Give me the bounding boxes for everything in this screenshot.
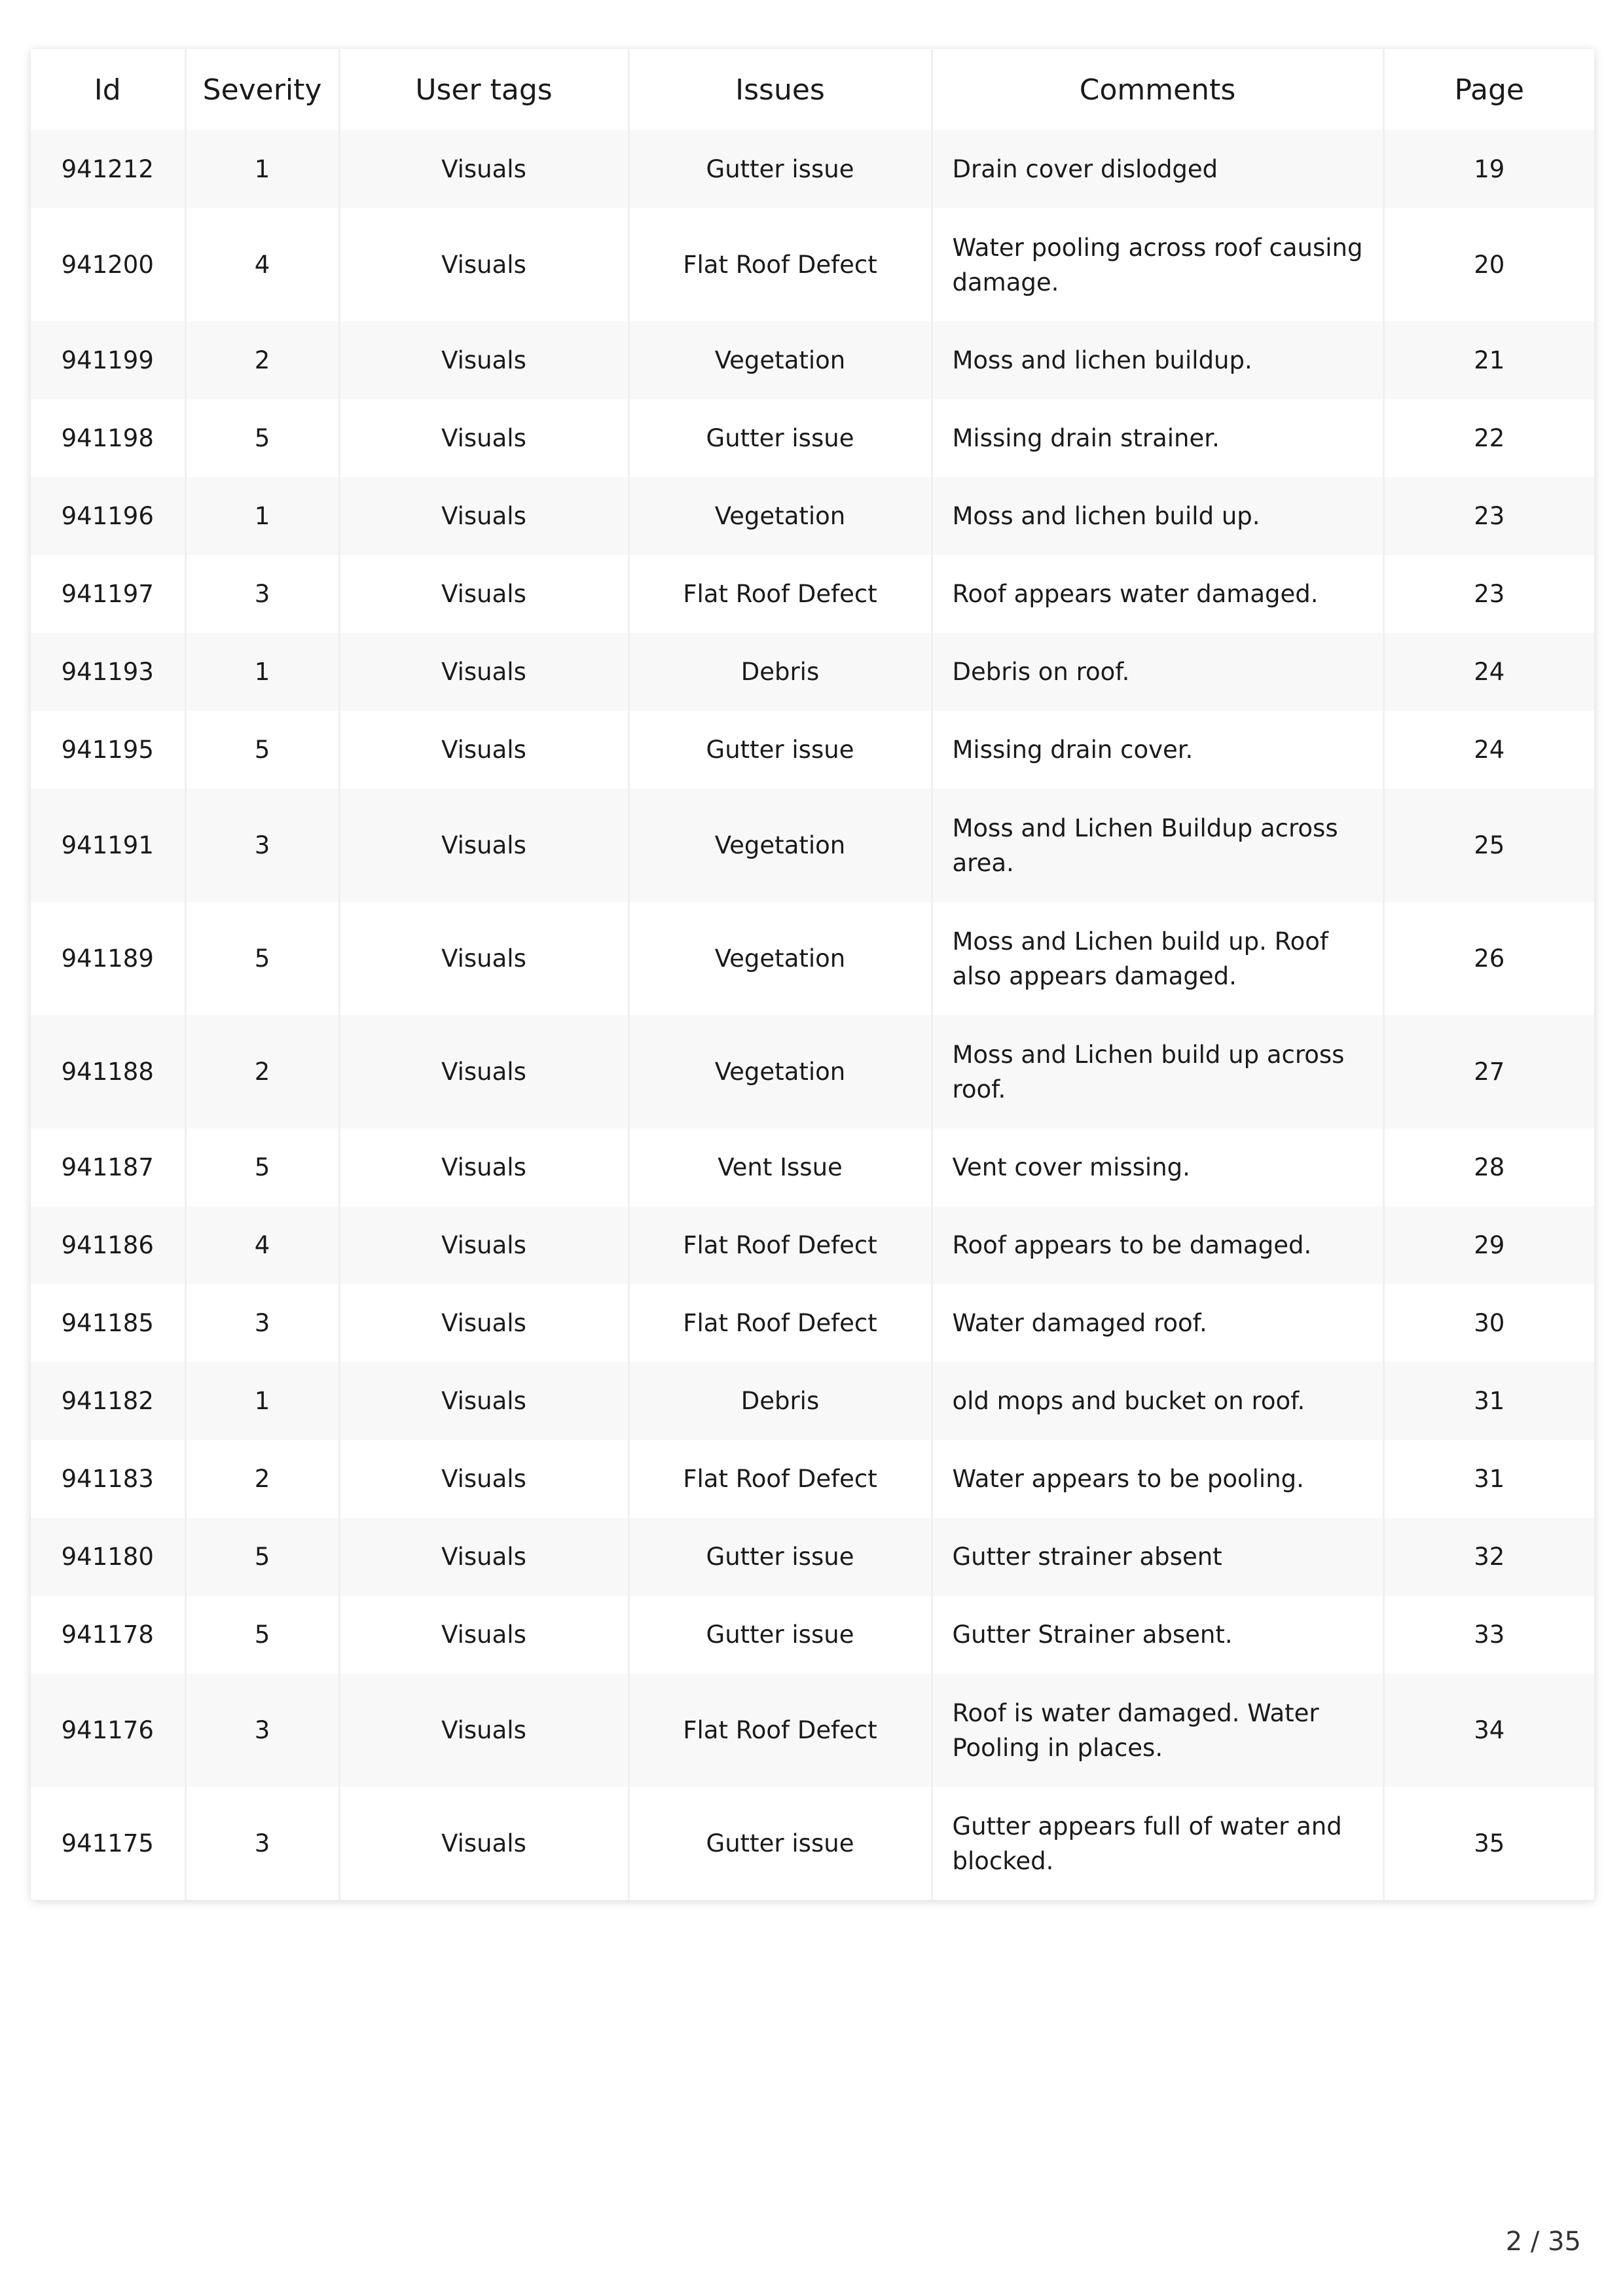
cell-severity: 5	[185, 902, 339, 1015]
cell-id: 941188	[31, 1015, 185, 1128]
cell-severity: 5	[185, 1518, 339, 1596]
table-row	[31, 1596, 1594, 1674]
cell-id: 941200	[31, 208, 185, 321]
cell-user-tags: Visuals	[339, 1518, 629, 1596]
cell-severity: 4	[185, 1206, 339, 1284]
cell-page: 21	[1383, 321, 1594, 399]
cell-issue: Vent Issue	[629, 1128, 932, 1206]
cell-page: 25	[1383, 789, 1594, 902]
cell-severity: 2	[185, 1015, 339, 1128]
cell-issue: Debris	[629, 633, 932, 711]
cell-severity: 1	[185, 633, 339, 711]
cell-page: 26	[1383, 902, 1594, 1015]
cell-issue: Gutter issue	[629, 711, 932, 789]
cell-id: 941191	[31, 789, 185, 902]
cell-severity: 4	[185, 208, 339, 321]
header-severity: Severity	[185, 49, 339, 130]
cell-user-tags: Visuals	[339, 130, 629, 208]
cell-id: 941212	[31, 130, 185, 208]
cell-severity: 3	[185, 1674, 339, 1787]
cell-user-tags: Visuals	[339, 789, 629, 902]
cell-issue: Flat Roof Defect	[629, 1440, 932, 1518]
cell-id: 941182	[31, 1362, 185, 1440]
cell-id: 941196	[31, 477, 185, 555]
cell-severity: 1	[185, 1362, 339, 1440]
cell-comment: Moss and Lichen build up. Roof also appears damaged.	[932, 902, 1383, 1015]
cell-severity: 3	[185, 555, 339, 633]
cell-comment: Gutter appears full of water and blocked.	[932, 1787, 1383, 1900]
table-row	[31, 208, 1594, 321]
cell-severity: 3	[185, 1787, 339, 1900]
table-row	[31, 1518, 1594, 1596]
cell-comment: Gutter strainer absent	[932, 1518, 1383, 1596]
issues-table-card	[31, 49, 1594, 1900]
cell-page: 34	[1383, 1674, 1594, 1787]
cell-comment: Debris on roof.	[932, 633, 1383, 711]
cell-issue: Vegetation	[629, 902, 932, 1015]
cell-comment: Moss and Lichen build up across roof.	[932, 1015, 1383, 1128]
table-row	[31, 1284, 1594, 1362]
cell-severity: 5	[185, 1596, 339, 1674]
cell-issue: Vegetation	[629, 789, 932, 902]
header-id: Id	[31, 49, 185, 130]
cell-comment: Vent cover missing.	[932, 1128, 1383, 1206]
cell-severity: 2	[185, 1440, 339, 1518]
cell-id: 941198	[31, 399, 185, 477]
header-page: Page	[1383, 49, 1594, 130]
cell-issue: Flat Roof Defect	[629, 208, 932, 321]
header-comments: Comments	[932, 49, 1383, 130]
cell-id: 941189	[31, 902, 185, 1015]
cell-issue: Vegetation	[629, 1015, 932, 1128]
cell-page: 24	[1383, 633, 1594, 711]
table-row	[31, 399, 1594, 477]
cell-severity: 2	[185, 321, 339, 399]
table-row	[31, 902, 1594, 1015]
cell-comment: Drain cover dislodged	[932, 130, 1383, 208]
cell-severity: 3	[185, 1284, 339, 1362]
cell-severity: 5	[185, 711, 339, 789]
cell-user-tags: Visuals	[339, 902, 629, 1015]
cell-page: 29	[1383, 1206, 1594, 1284]
cell-user-tags: Visuals	[339, 208, 629, 321]
cell-id: 941176	[31, 1674, 185, 1787]
cell-comment: Gutter Strainer absent.	[932, 1596, 1383, 1674]
cell-user-tags: Visuals	[339, 1440, 629, 1518]
table-body	[31, 130, 1594, 1900]
cell-comment: Water damaged roof.	[932, 1284, 1383, 1362]
cell-page: 24	[1383, 711, 1594, 789]
cell-comment: Missing drain cover.	[932, 711, 1383, 789]
table-row	[31, 1440, 1594, 1518]
cell-comment: Roof appears to be damaged.	[932, 1206, 1383, 1284]
table-header	[31, 49, 1594, 130]
cell-severity: 3	[185, 789, 339, 902]
cell-page: 19	[1383, 130, 1594, 208]
issues-table	[31, 49, 1594, 1900]
cell-page: 20	[1383, 208, 1594, 321]
table-row	[31, 633, 1594, 711]
cell-id: 941178	[31, 1596, 185, 1674]
cell-page: 23	[1383, 477, 1594, 555]
cell-id: 941180	[31, 1518, 185, 1596]
cell-severity: 1	[185, 477, 339, 555]
cell-comment: Moss and Lichen Buildup across area.	[932, 789, 1383, 902]
cell-page: 31	[1383, 1362, 1594, 1440]
table-row	[31, 1362, 1594, 1440]
cell-issue: Gutter issue	[629, 399, 932, 477]
cell-user-tags: Visuals	[339, 1596, 629, 1674]
table-row	[31, 711, 1594, 789]
cell-user-tags: Visuals	[339, 1787, 629, 1900]
cell-comment: Moss and lichen build up.	[932, 477, 1383, 555]
cell-page: 22	[1383, 399, 1594, 477]
cell-id: 941186	[31, 1206, 185, 1284]
cell-user-tags: Visuals	[339, 1674, 629, 1787]
cell-page: 35	[1383, 1787, 1594, 1900]
cell-issue: Flat Roof Defect	[629, 555, 932, 633]
cell-user-tags: Visuals	[339, 1015, 629, 1128]
cell-id: 941195	[31, 711, 185, 789]
cell-user-tags: Visuals	[339, 1128, 629, 1206]
cell-user-tags: Visuals	[339, 321, 629, 399]
cell-issue: Vegetation	[629, 321, 932, 399]
table-row	[31, 321, 1594, 399]
cell-comment: Moss and lichen buildup.	[932, 321, 1383, 399]
cell-id: 941175	[31, 1787, 185, 1900]
cell-comment: Roof appears water damaged.	[932, 555, 1383, 633]
cell-user-tags: Visuals	[339, 399, 629, 477]
cell-severity: 5	[185, 1128, 339, 1206]
cell-user-tags: Visuals	[339, 1362, 629, 1440]
cell-issue: Vegetation	[629, 477, 932, 555]
cell-user-tags: Visuals	[339, 633, 629, 711]
cell-page: 33	[1383, 1596, 1594, 1674]
cell-id: 941185	[31, 1284, 185, 1362]
cell-user-tags: Visuals	[339, 1206, 629, 1284]
cell-issue: Gutter issue	[629, 1596, 932, 1674]
cell-issue: Gutter issue	[629, 1787, 932, 1900]
table-row	[31, 1128, 1594, 1206]
cell-id: 941199	[31, 321, 185, 399]
cell-comment: old mops and bucket on roof.	[932, 1362, 1383, 1440]
cell-page: 28	[1383, 1128, 1594, 1206]
header-user-tags: User tags	[339, 49, 629, 130]
cell-id: 941187	[31, 1128, 185, 1206]
cell-page: 23	[1383, 555, 1594, 633]
table-row	[31, 1015, 1594, 1128]
cell-issue: Flat Roof Defect	[629, 1284, 932, 1362]
cell-id: 941193	[31, 633, 185, 711]
cell-user-tags: Visuals	[339, 477, 629, 555]
table-row	[31, 555, 1594, 633]
cell-id: 941197	[31, 555, 185, 633]
cell-issue: Flat Roof Defect	[629, 1674, 932, 1787]
table-row	[31, 1674, 1594, 1787]
table-row	[31, 1787, 1594, 1900]
cell-page: 27	[1383, 1015, 1594, 1128]
cell-user-tags: Visuals	[339, 555, 629, 633]
cell-comment: Roof is water damaged. Water Pooling in places.	[932, 1674, 1383, 1787]
cell-issue: Gutter issue	[629, 130, 932, 208]
table-row	[31, 789, 1594, 902]
cell-comment: Water appears to be pooling.	[932, 1440, 1383, 1518]
header-issues: Issues	[629, 49, 932, 130]
cell-severity: 5	[185, 399, 339, 477]
cell-page: 30	[1383, 1284, 1594, 1362]
table-row	[31, 1206, 1594, 1284]
cell-issue: Flat Roof Defect	[629, 1206, 932, 1284]
cell-user-tags: Visuals	[339, 1284, 629, 1362]
table-row	[31, 477, 1594, 555]
cell-id: 941183	[31, 1440, 185, 1518]
table-row	[31, 130, 1594, 208]
page-indicator: 2 / 35	[1505, 2227, 1581, 2257]
cell-comment: Water pooling across roof causing damage.	[932, 208, 1383, 321]
cell-page: 31	[1383, 1440, 1594, 1518]
cell-issue: Debris	[629, 1362, 932, 1440]
cell-severity: 1	[185, 130, 339, 208]
cell-user-tags: Visuals	[339, 711, 629, 789]
cell-issue: Gutter issue	[629, 1518, 932, 1596]
cell-page: 32	[1383, 1518, 1594, 1596]
cell-comment: Missing drain strainer.	[932, 399, 1383, 477]
